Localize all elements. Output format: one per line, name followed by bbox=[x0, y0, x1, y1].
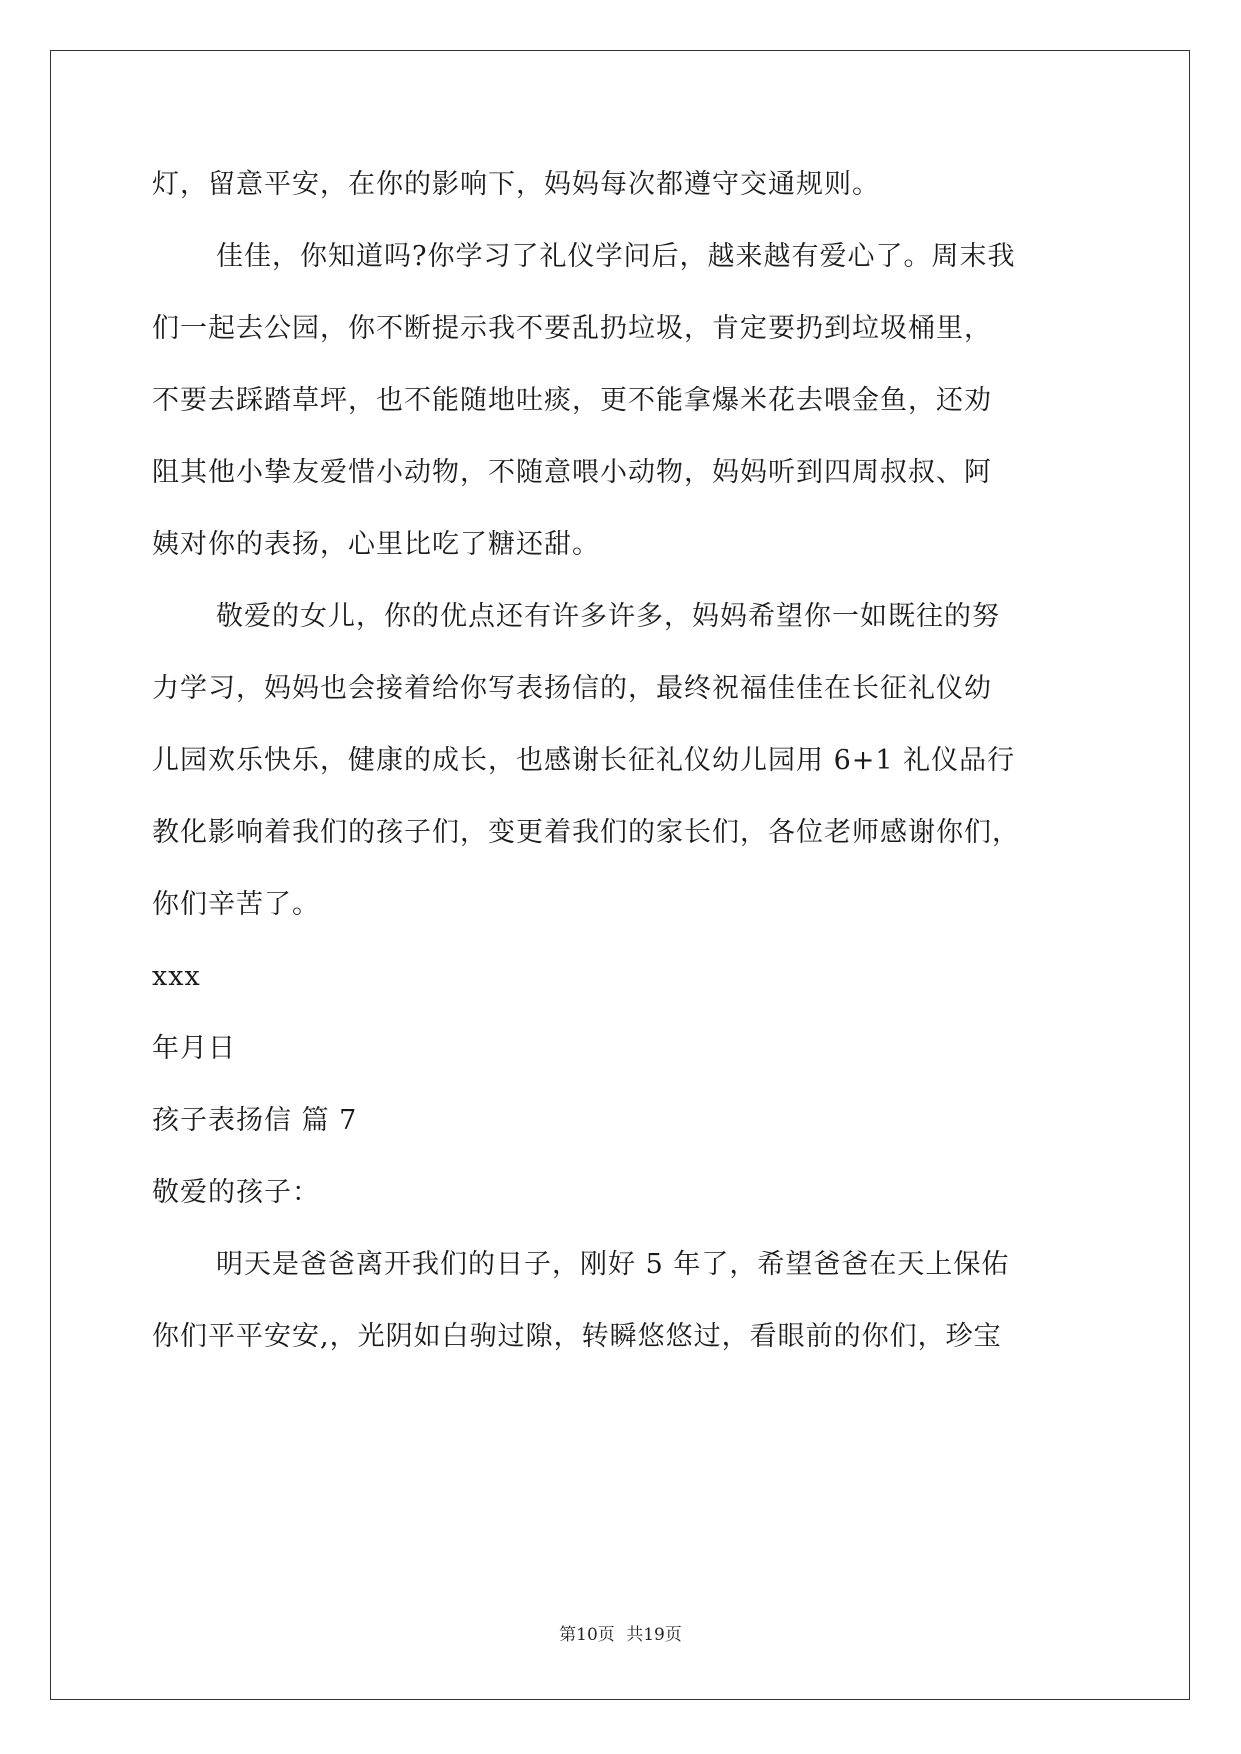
text-line-4: 不要去踩踏草坪，也不能随地吐痰，更不能拿爆米花去喂金鱼，还劝 bbox=[152, 385, 992, 416]
text-line-9: 儿园欢乐快乐，健康的成长，也感谢长征礼仪幼儿园用 6+1 礼仪品行 bbox=[152, 745, 1016, 776]
salutation: 敬爱的孩子： bbox=[152, 1177, 320, 1208]
text-line-11: 你们辛苦了。 bbox=[152, 889, 320, 920]
text-line-17: 你们平平安安,，光阴如白驹过隙，转瞬悠悠过，看眼前的你们，珍宝 bbox=[152, 1321, 1002, 1352]
text-line-1: 灯，留意平安，在你的影响下，妈妈每次都遵守交通规则。 bbox=[152, 169, 880, 200]
section-heading: 孩子表扬信 篇 7 bbox=[152, 1105, 358, 1136]
page-number: 第10页 bbox=[559, 1625, 615, 1645]
text-line-2: 佳佳，你知道吗?你学习了礼仪学问后，越来越有爱心了。周末我 bbox=[216, 241, 1016, 272]
text-line-6: 姨对你的表扬，心里比吃了糖还甜。 bbox=[152, 529, 600, 560]
text-line-8: 力学习，妈妈也会接着给你写表扬信的，最终祝福佳佳在长征礼仪幼 bbox=[152, 673, 992, 704]
text-line-16: 明天是爸爸离开我们的日子，刚好 5 年了，希望爸爸在天上保佑 bbox=[216, 1249, 1010, 1280]
text-line-10: 教化影响着我们的孩子们，变更着我们的家长们，各位老师感谢你们， bbox=[152, 817, 1020, 848]
page-total: 共19页 bbox=[626, 1625, 682, 1645]
text-line-5: 阻其他小挚友爱惜小动物，不随意喂小动物，妈妈听到四周叔叔、阿 bbox=[152, 457, 992, 488]
text-line-3: 们一起去公园，你不断提示我不要乱扔垃圾，肯定要扔到垃圾桶里， bbox=[152, 313, 992, 344]
page-border bbox=[50, 50, 1190, 1700]
signature: xxx bbox=[152, 961, 201, 992]
page-footer bbox=[0, 1620, 1241, 1645]
date-line: 年月日 bbox=[152, 1033, 236, 1064]
text-line-7: 敬爱的女儿，你的优点还有许多许多，妈妈希望你一如既往的努 bbox=[216, 601, 1000, 632]
